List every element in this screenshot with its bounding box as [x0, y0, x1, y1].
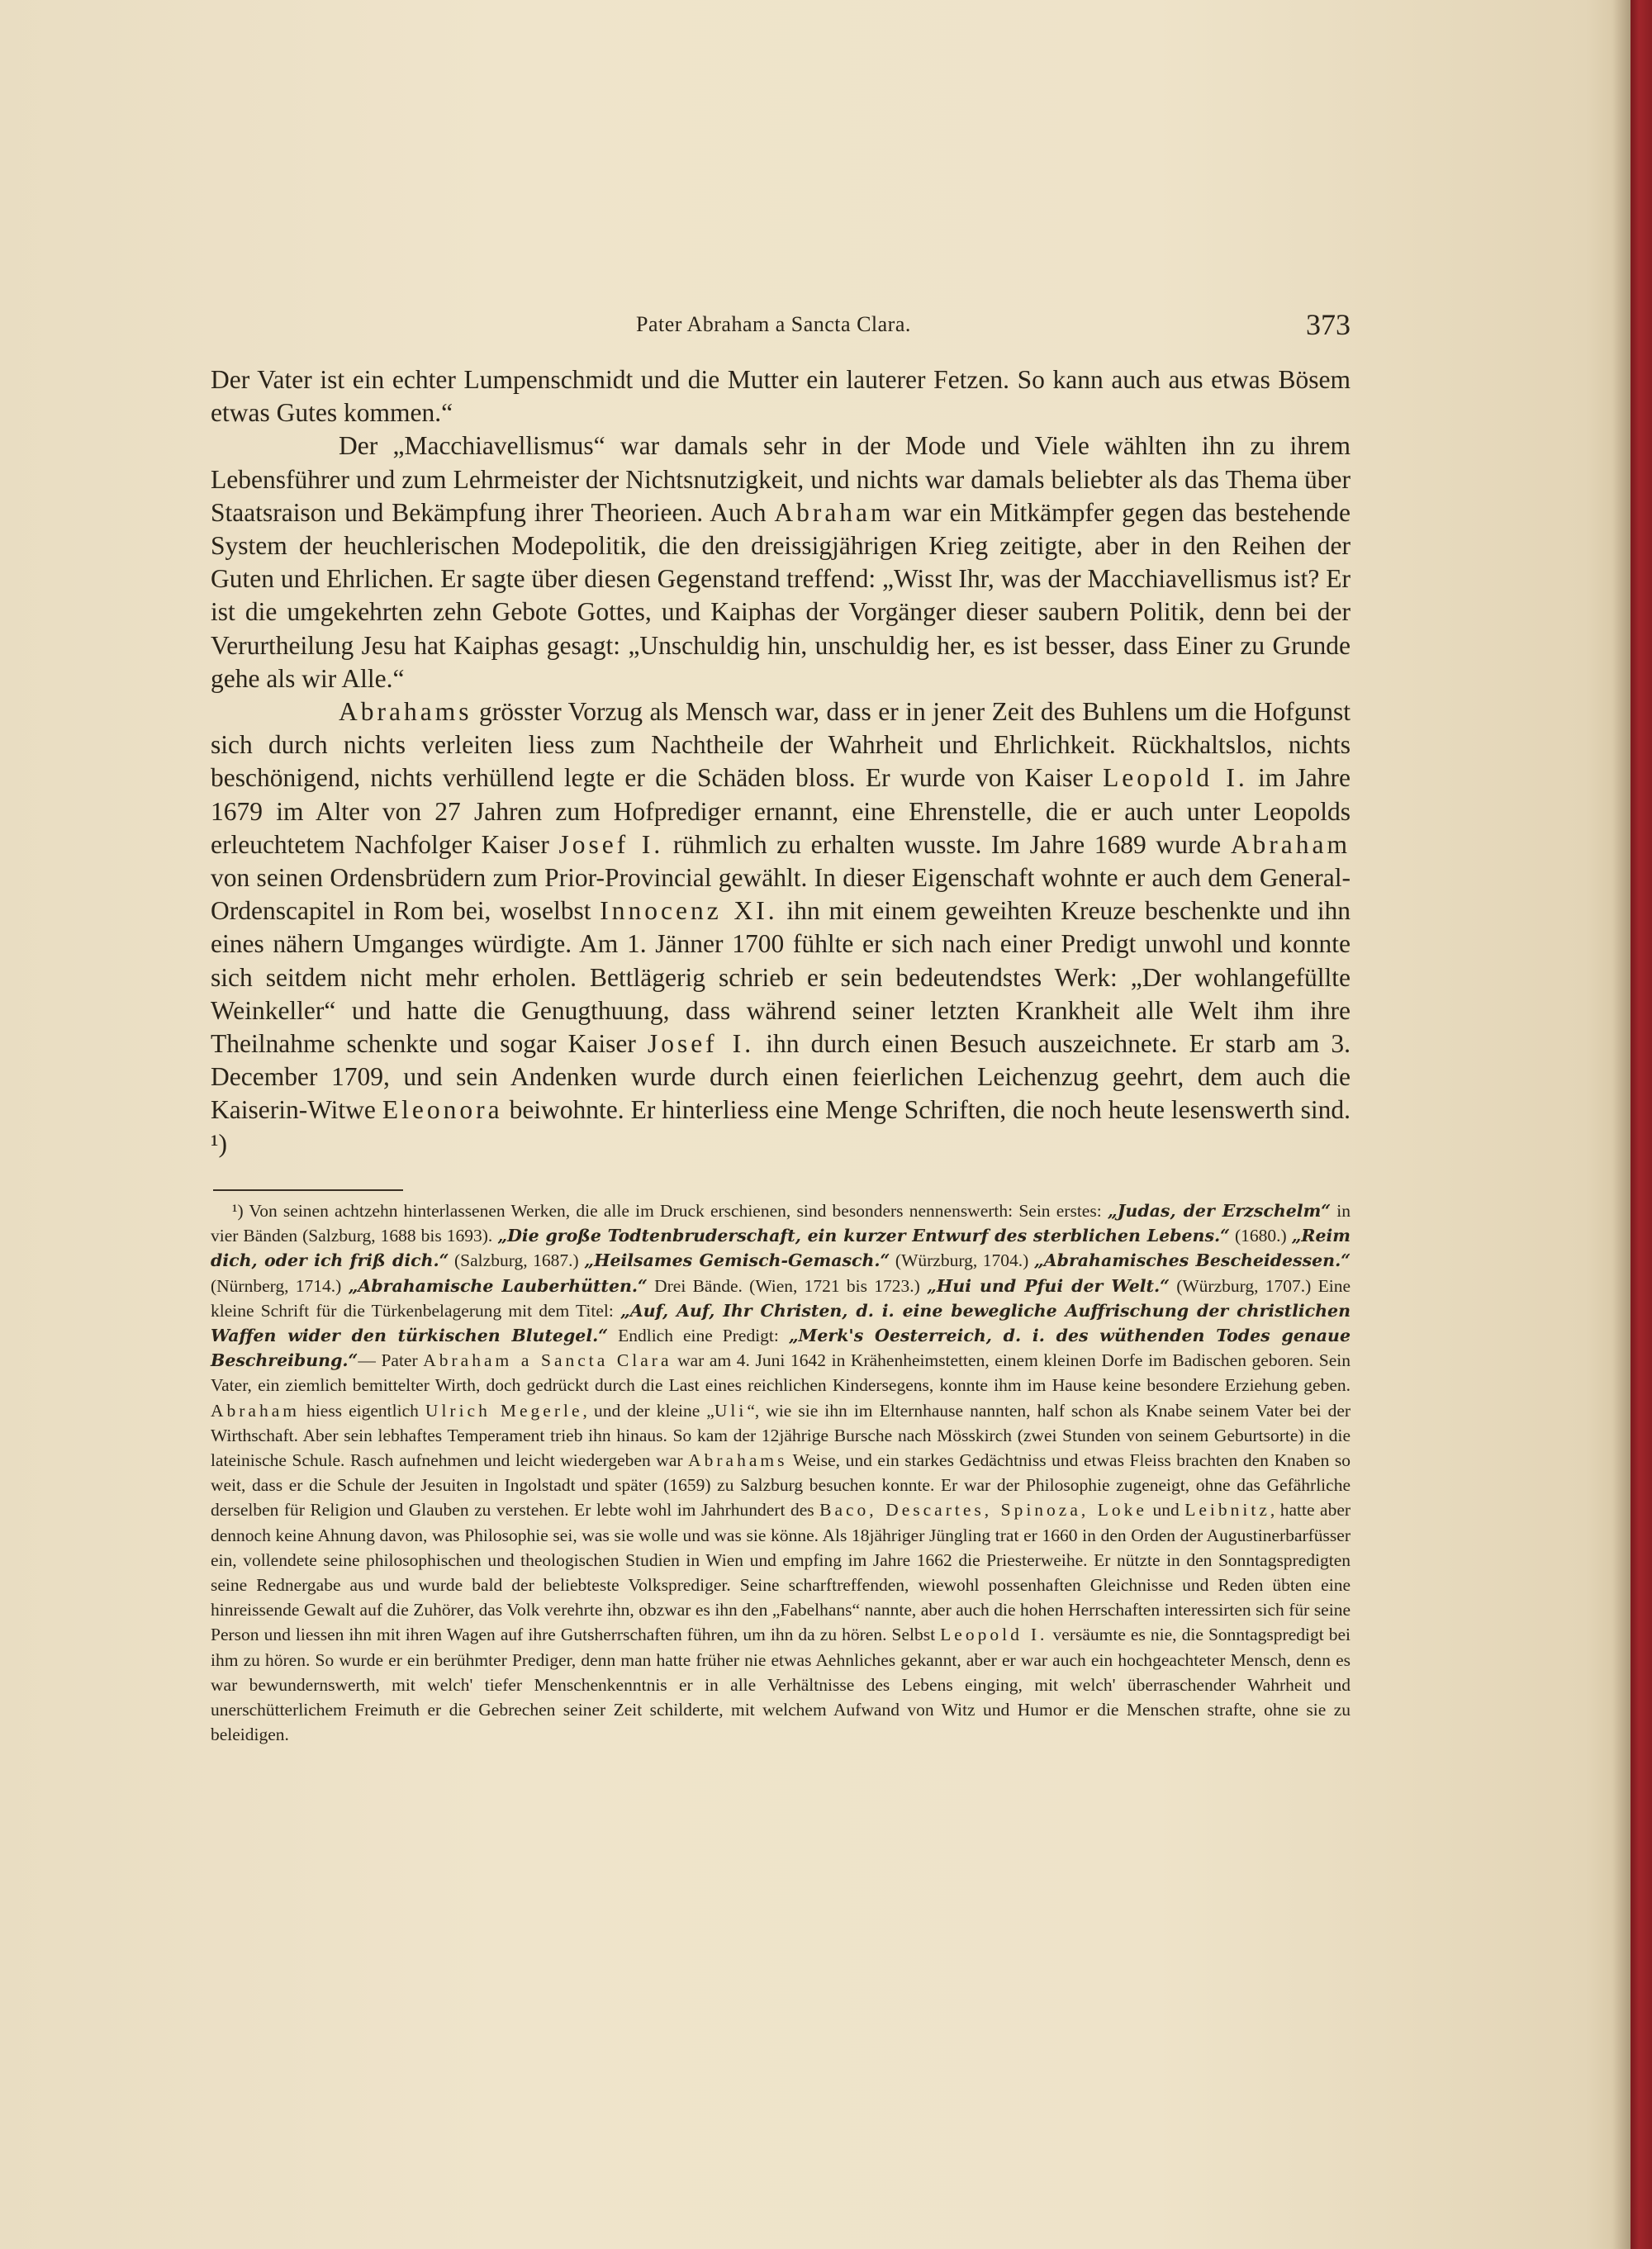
- fn-title: „Hui und Pfui der Welt.“: [927, 1275, 1170, 1296]
- fn-name: Abraham a Sancta Clara: [423, 1350, 672, 1371]
- name-eleonora: Eleonora: [382, 1095, 503, 1125]
- paragraph-1: Der Vater ist ein echter Lumpenschmidt und die Mutter ein lauterer Fetzen. So kann auch aus etwas Bösem etwas Gutes kommen.“: [211, 365, 1351, 428]
- running-header: [206, 307, 1351, 349]
- fn-text: Weise, und ein starkes Gedächtniss und etwas Fleiss brachten den Knaben so weit, dass er die Schule der Jesuiten in Ingolstadt und später (1659) zu Salzburg besuchen konnte. Er war der Philosophie zugeneigt, ohne das Gefährliche derselben für Religion und Glauben zu verstehen. Er lebte wohl im Jahrhundert des: [211, 1450, 1351, 1521]
- fn-title: „Auf, Auf, Ihr Christen, d. i. eine bewegliche Auffrischung der christlichen Waffen wider den türkischen Blutegel.“: [211, 1300, 1351, 1346]
- fn-text: Endlich eine Predigt:: [618, 1326, 779, 1346]
- paragraph-3-text-g: beiwohnte. Er hinterliess eine Menge Schriften, die noch heute lesenswerth sind. ¹): [211, 1095, 1351, 1158]
- fn-title: „Abrahamische Lauberhütten.“: [348, 1275, 648, 1296]
- paragraph-3-text-b: im Jahre 1679 im Alter von 27 Jahren zum Hofprediger ernannt, eine Ehrenstelle, die er auch unter Leopolds erleuchtetem Nachfolger Kaiser: [211, 763, 1351, 859]
- fn-text: ¹) Von seinen achtzehn hinterlassenen Werken, die alle im Druck erschienen, sind besonders nennenswerth: Sein erstes:: [232, 1201, 1102, 1221]
- red-book-edge: [1631, 0, 1652, 2249]
- paragraph-3-text-a: grösster Vorzug als Mensch war, dass er in jener Zeit des Buhlens um die Hofgunst sich durch nichts verleiten liess zum Nachtheile der Wahrheit und Ehrlichkeit. Rückhaltslos, nichts beschönigend, nichts verhüllend legte er die Schäden bloss. Er wurde von Kaiser: [211, 697, 1351, 793]
- gutter-shadow: [1612, 0, 1631, 2249]
- fn-text: (Würzburg, 1704.): [895, 1250, 1029, 1271]
- fn-title: „Judas, der Erzschelm“: [1107, 1201, 1332, 1221]
- fn-text: , hatte aber dennoch keine Ahnung davon, was Philosophie sei, was sie wolle und was sie könne. Als 18jähriger Jüngling trat er 1660 in den Orden der Augustinerbarfüsser ein, vollendete seine philosophischen und theologischen Studien in Wien und empfing im Jahre 1662 die Priesterweihe. Er nützte in den Sonntagspredigten seine Rednergabe aus und wurde bald der beliebteste Volksprediger. Seine scharftreffenden, wiewohl possenhaften Gleichnisse und Reden übten eine hinreissende Gewalt auf die Zuhörer, das Volk verehrte ihn, obzwar es ihn den „Fabelhans“ nannte, aber auch die hohen Herrschaften interessirten sich für seine Person und liessen ihn mit ihren Wagen auf ihre Gutsherrschaften führen, um ihn da zu hören. Selbst: [211, 1500, 1351, 1645]
- paragraph-2: [211, 429, 1351, 695]
- main-text: [211, 363, 1351, 1160]
- fn-name: Abrahams: [688, 1450, 788, 1471]
- page-number: 373: [1306, 308, 1351, 341]
- fn-text: hiess eigentlich: [306, 1400, 419, 1421]
- fn-text: (Nürnberg, 1714.): [211, 1275, 342, 1296]
- footnote-rule: [213, 1189, 403, 1191]
- fn-text: versäumte es nie, die Sonntagspredigt bei ihm zu hören. So wurde er ein berühmter Prediger, denn man hatte früher nie etwas Aehnliches gekannt, aber er war auch ein hochgeachteter Mensch, denn es war bewundernswerth, mit welch' tiefer Menschenkenntnis er in alle Verhältnisse des Lebens einging, mit welch' überraschender Wahrheit und unerschütterlichem Freimuth er die Gebrechen seiner Zeit schilderte, mit welchem Aufwand von Witz und Humor er die Menschen strafte, ohne sie zu beleidigen.: [211, 1625, 1351, 1745]
- paragraph-3: [211, 695, 1351, 1160]
- fn-text: in vier Bänden (Salzburg, 1688 bis 1693).: [211, 1201, 1351, 1246]
- fn-name: Abraham: [211, 1400, 300, 1421]
- fn-text: (Würzburg, 1707.) Eine kleine Schrift für die Türkenbelagerung mit dem Titel:: [211, 1275, 1351, 1321]
- name-innocenz: Innocenz XI.: [600, 896, 778, 926]
- name-abraham: Abraham: [774, 497, 895, 527]
- name-leopold: Leopold I.: [1103, 763, 1248, 793]
- running-title: Pater Abraham a Sancta Clara.: [636, 312, 911, 336]
- fn-text: (Salzburg, 1687.): [454, 1250, 579, 1271]
- name-josef: Josef I.: [558, 829, 664, 859]
- fn-title: „Abrahamisches Bescheidessen.“: [1033, 1250, 1351, 1271]
- paragraph-3-text-c: rühmlich zu erhalten wusste. Im Jahre 1689 wurde: [672, 829, 1222, 859]
- fn-name: Leopold I.: [940, 1625, 1048, 1645]
- name-abrahams: Abrahams: [339, 697, 472, 727]
- paragraph-2-text-a: Der „Macchiavellismus“ war damals sehr in der Mode und Viele wählten ihn zu ihrem Lebensführer und zum Lehrmeister der Nichtsnutzigkeit, und nichts war damals beliebter als das Thema über Staatsraison und Bekämpfung ihrer Theorieen. Auch: [211, 431, 1351, 527]
- fn-title: „Merk's Oesterreich, d. i. des wüthenden Todes genaue Beschreibung.“: [211, 1326, 1351, 1371]
- fn-text: (1680.): [1234, 1226, 1287, 1246]
- fn-title: „Die große Todtenbruderschaft, ein kurzer Entwurf des sterblichen Lebens.“: [497, 1226, 1230, 1246]
- paragraph-3-text-e: ihn mit einem geweihten Kreuze beschenkte und ihn eines nähern Umganges würdigte. Am 1. Jänner 1700 fühlte er sich nach einer Predigt unwohl und konnte sich seitdem nicht mehr erholen. Bettlägerig schrieb er sein bedeutendstes Werk: „Der wohlangefüllte Weinkeller“ und hatte die Genugthuung, dass während seiner letzten Krankheit alle Welt ihm ihre Theilnahme schenkte und sogar Kaiser: [211, 896, 1351, 1059]
- fn-name: Leibnitz: [1184, 1500, 1270, 1521]
- footnote-block: [211, 1198, 1351, 1747]
- fn-text: — Pater: [358, 1350, 418, 1371]
- fn-name: Uli: [714, 1400, 748, 1421]
- fn-text: , und der kleine „: [582, 1400, 714, 1421]
- fn-name: Ulrich Megerle: [425, 1400, 583, 1421]
- fn-title: „Heilsames Gemisch-Gemasch.“: [584, 1250, 890, 1271]
- name-josef-2: Josef I.: [647, 1029, 755, 1059]
- paragraph-3-text-d: von seinen Ordensbrüdern zum Prior-Provincial gewählt. In dieser Eigenschaft wohnte er auch dem General-Ordenscapitel in Rom bei, woselbst: [211, 863, 1351, 926]
- name-abraham-2: Abraham: [1230, 829, 1351, 859]
- paragraph-2-text-b: war ein Mitkämpfer gegen das bestehende System der heuchlerischen Modepolitik, die den dreissigjährigen Krieg zeitigte, aber in den Reihen der Guten und Ehrlichen. Er sagte über diesen Gegenstand treffend: „Wisst Ihr, was der Macchiavellismus ist? Er ist die umgekehrten zehn Gebote Gottes, und Kaiphas der Vorgänger dieser saubern Politik, denn bei der Verurtheilung Jesu hat Kaiphas gesagt: „Unschuldig hin, unschuldig her, es ist besser, dass Einer zu Grunde gehe als wir Alle.“: [211, 497, 1351, 693]
- fn-title: „Reim dich, oder ich friß dich.“: [211, 1226, 1351, 1271]
- fn-text: Drei Bände. (Wien, 1721 bis 1723.): [654, 1275, 920, 1296]
- fn-text: und: [1152, 1500, 1180, 1521]
- footnote-1: [211, 1198, 1351, 1747]
- fn-name: Baco, Descartes, Spinoza, Loke: [819, 1500, 1147, 1521]
- fn-text: “, wie sie ihn im Elternhause nannten, half schon als Knabe seinem Vater bei der Wirthschaft. Aber sein lebhaftes Temperament trieb ihn hinaus. So kam der 12jährige Bursche nach Mösskirch (zwei Stunden von seinem Geburtsorte) in die lateinische Schule. Rasch aufnehmen und leicht wiedergeben war: [211, 1400, 1351, 1471]
- fn-text: war am 4. Juni 1642 in Krähenheimstetten, einem kleinen Dorfe im Badischen geboren. Sein Vater, ein ziemlich bemittelter Wirth, doch gedrückt durch die Last eines reichlichen Kindersegens, konnte ihm im Hause keine besondere Erziehung geben.: [211, 1350, 1351, 1396]
- paragraph-3-text-f: ihn durch einen Besuch auszeichnete. Er starb am 3. December 1709, und sein Andenken wurde durch einen feierlichen Leichenzug geehrt, dem auch die Kaiserin-Witwe: [211, 1029, 1351, 1125]
